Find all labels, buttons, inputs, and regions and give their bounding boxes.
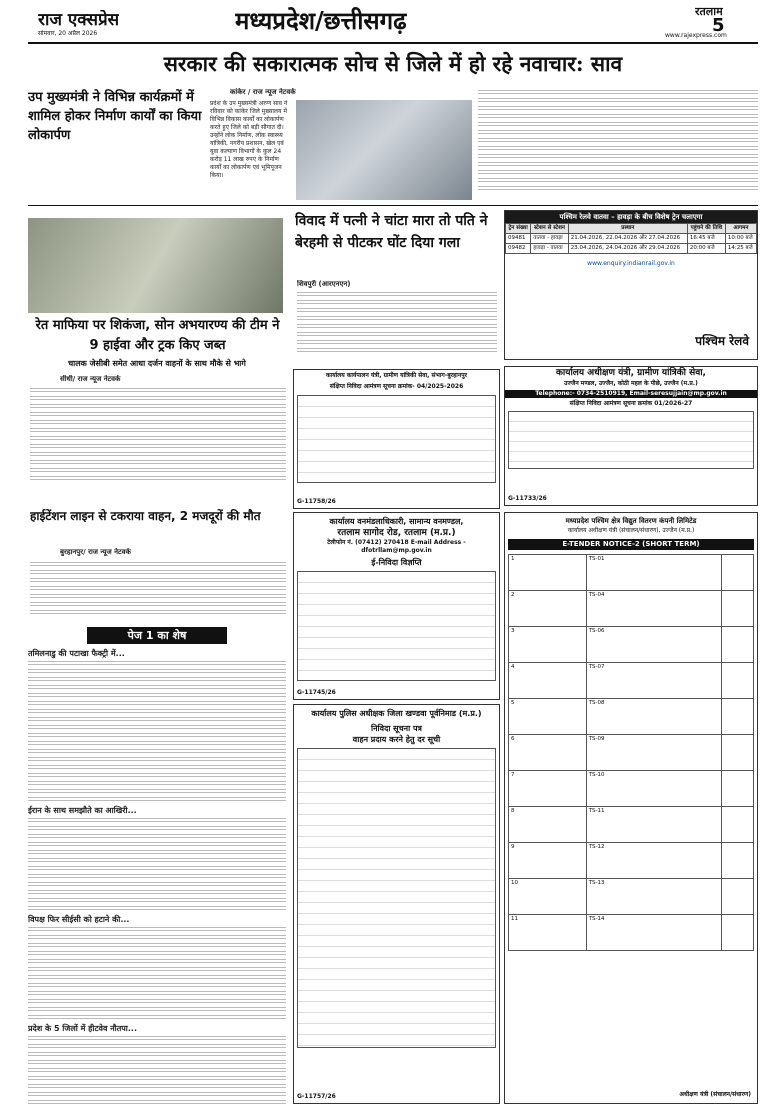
tender1-title: संक्षिप्त निविदा आमंत्रण सूचना क्रमांक- 04/2025-2026 [329,383,464,390]
lead-headline: सरकार की सकारात्मक सोच से जिले में हो रहे नवाचार: साव [163,51,623,76]
story2-headline: रेत माफिया पर शिकंजा, सोन अभयारण्य की टीम ने 9 हाईवा और ट्रक किए जब्त [35,318,280,353]
tender2-code: G-11733/26 [508,495,547,502]
lead-kicker: उप मुख्यमंत्री ने विभिन्न कार्यक्रमों में शामिल होकर निर्माण कार्यों का किया लोकार्पण [28,90,202,143]
story4-byline: शिवपुरी (आरएनएन) [297,280,351,288]
story4-headline: विवाद में पत्नी ने चांटा मारा तो पति ने बेरहमी से पीटकर घोंट दिया गला [295,213,488,251]
forest-title: ई-निविदा विज्ञप्ति [371,558,422,567]
rail-header: स्टेशन से स्टेशन [531,224,568,234]
tender2-tel: Telephone:- 0734-2510919, Email-seresujjain@mp.gov.in [505,390,757,398]
rail-title: पश्चिम रेलवे वातवा – हावड़ा के बीच विशेष ट्रेन चलाएगा [505,211,757,223]
table-row: 5 TS-08 [509,699,754,735]
paper-name: राज एक्सप्रेस [38,10,120,30]
table-row: 9 TS-12 [509,843,754,879]
khandwa-title: निविदा सूचना पत्र [371,724,422,733]
story3-headline: हाईटेंशन लाइन से टकराया वाहन, 2 मजदूरों की मौत [30,509,261,523]
masthead [0,0,778,42]
website: www.rajexpress.com [665,32,727,39]
story3-body [30,560,286,620]
lead-body-columns [478,88,758,200]
rail-notice [504,210,758,360]
table-row: 6 TS-09 [509,735,754,771]
lead-body: प्रदेश के उप मुख्यमंत्री अरुण साव ने रविवार को कांकेर जिले मुख्यालय में विभिन्न विकास कार्यों का लोकार्पण करते हुए जिले को बड़ी सौगात दी। उन्होंने लोक निर्माण, लोक स्वास्थ्य यांत्रिकी, नगरीय प्रशासन, खेल एवं युवा कल्याण विभागों के कुल 24 करोड़ 11 लाख रुपए के निर्माण कार्यों का लोकार्पण एवं भूमिपूजन किया। [210,100,288,179]
table-row: 10 TS-13 [509,879,754,915]
rail-site[interactable]: www.enquiry.indianrail.gov.in [587,260,675,267]
tender1-org: कार्यालय कार्यपालन यंत्री, ग्रामीण यांत्रिकी सेवा, संभाग-बुरहानपुर [325,372,468,379]
story4-body [297,290,497,362]
story2-sub: चालक जेसीबी समेत आधा दर्जन वाहनों के साथ मौके से भागे [68,359,246,368]
forest-contact: टेलीफोन नं. (07412) 270418 E-mail Address - dfotrllam@mp.gov.in [327,539,466,554]
table-row: 1 TS-01 [509,555,754,591]
rule [28,205,758,206]
rail-header: आगमन [725,224,756,234]
page-number: 5 [712,16,725,36]
discom-org: मध्यप्रदेश पश्चिम क्षेत्र विद्युत वितरण कंपनी लिमिटेड [565,517,697,525]
rail-header: प्रस्थान [568,224,687,234]
page1-continued [28,627,286,1105]
masthead-rule [28,42,758,44]
table-row: 09482 हावड़ा - वातवा 23.04.2026, 24.04.2026 और 29.04.2026 20:00 बजे 14:25 बजे [506,244,757,254]
lead-byline: कांकेर / राज न्यूज नेटवर्क [230,88,296,96]
tender2-addr: उज्जैन मण्डल, उज्जैन, कोठी महल के पीछे, उज्जैन (म.प्र.) [564,380,698,387]
khandwa-sub: वाहन प्रदाय करने हेतु दर सूची [352,735,441,744]
continued-h2: ईरान के साथ समझौते का आखिरी... [28,806,137,815]
tender2-title: संक्षिप्त निविदा आमंत्रण सूचना क्रमांक 01/2026-27 [569,400,693,407]
discom-sign: अधीक्षण यंत्री (संचालन/संधारण) [679,1091,751,1098]
table-row: 3 TS-06 [509,627,754,663]
rail-table [505,223,757,254]
table-row: 2 TS-04 [509,591,754,627]
story2-byline: सीधी/ राज न्यूज नेटवर्क [60,375,121,383]
continued-h3: विपक्ष फिर सीईसी को हटाने की... [28,915,130,924]
table-row: 8 TS-11 [509,807,754,843]
story2-body [30,386,286,486]
edition-city: रतलाम [695,5,723,18]
continued-h1: तमिलनाडु की पटाखा फैक्ट्री में... [28,649,125,658]
tender1-code: G-11758/26 [297,498,336,505]
khandwa-notice [293,704,500,1104]
rail-logo: पश्चिम रेलवे [695,334,749,348]
forest-code: G-11745/26 [297,689,336,696]
continued-h4: प्रदेश के 5 जिलों में हीटवेव नौतपा... [28,1024,138,1033]
forest-notice [293,512,500,700]
sand-mafia-photo [28,218,283,313]
khandwa-org: कार्यालय पुलिस अधीक्षक जिला खण्डवा पूर्वनिमाड (म.प्र.) [311,709,482,718]
table-row: 09481 वातवा - हावड़ा 21.04.2026, 22.04.2026 और 27.04.2026 16:45 बजे 10:00 बजे [506,234,757,244]
tender-burhanpur [293,369,500,509]
table-row: 11 TS-14 [509,915,754,951]
forest-addr: रतलाम सागोद रोड, रतलाम (म.प्र.) [337,528,456,538]
tender-ujjain [504,366,758,506]
continued-title: पेज 1 का शेष [87,627,227,644]
discom-notice [504,512,758,1104]
story3-byline: बुरहानपुर/ राज न्यूज नेटवर्क [60,548,131,556]
khandwa-code: G-11757/26 [297,1093,336,1100]
forest-org: कार्यालय वनमंडलाधिकारी, सामान्य वनमण्डल, [329,517,464,526]
discom-addr: कार्यालय अधीक्षण यंत्री (संचालन/संधारण), उज्जैन (म.प्र.) [567,527,695,534]
rail-header: ट्रेन संख्या [506,224,531,234]
discom-title: E-TENDER NOTICE-2 (SHORT TERM) [508,539,754,550]
rail-header: पहुंचने की तिथि [687,224,725,234]
discom-table [508,554,754,951]
table-row: 4 TS-07 [509,663,754,699]
section-title: मध्यप्रदेश/छत्तीसगढ़ [235,6,407,35]
issue-date: सोमवार, 20 अप्रैल 2026 [38,30,98,37]
table-row: 7 TS-10 [509,771,754,807]
lead-photo [296,100,472,200]
tender2-org: कार्यालय अधीक्षण यंत्री, ग्रामीण यांत्रिकी सेवा, [556,368,706,378]
